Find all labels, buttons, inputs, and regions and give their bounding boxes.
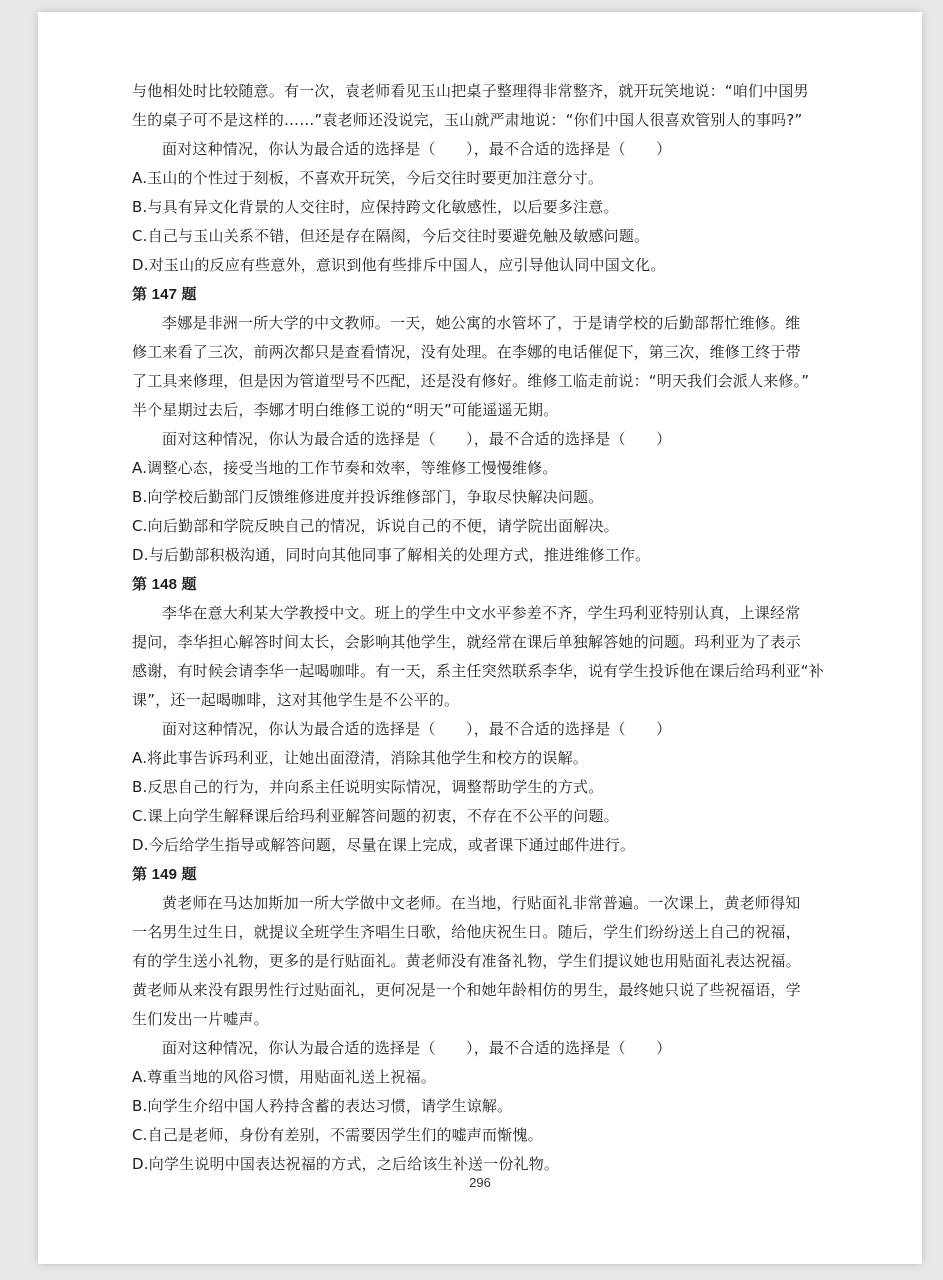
question-paragraph-line: 黄老师从来没有跟男性行过贴面礼，更何况是一个和她年龄相仿的男生，最终她只说了些祝福语，学: [132, 981, 801, 999]
question-prompt: 面对这种情况，你认为最合适的选择是（ ），最不合适的选择是（ ）: [162, 140, 672, 158]
question-paragraph-line: 有的学生送小礼物，更多的是行贴面礼。黄老师没有准备礼物，学生们提议她也用贴面礼表达祝福。: [132, 952, 801, 970]
option-d: D.向学生说明中国表达祝福的方式，之后给该生补送一份礼物。: [132, 1155, 560, 1173]
question-prompt: 面对这种情况，你认为最合适的选择是（ ），最不合适的选择是（ ）: [162, 1039, 672, 1057]
question-paragraph-line: 课”，还一起喝咖啡，这对其他学生是不公平的。: [132, 691, 460, 709]
option-c: C.自己与玉山关系不错，但还是存在隔阂，今后交往时要避免触及敏感问题。: [132, 227, 650, 245]
intro-line: 生的桌子可不是这样的……”袁老师还没说完，玉山就严肃地说：“你们中国人很喜欢管别人的事吗?”: [132, 111, 803, 129]
question-paragraph-line: 一名男生过生日，就提议全班学生齐唱生日歌，给他庆祝生日。随后，学生们纷纷送上自己的祝福，: [132, 923, 801, 941]
question-prompt: 面对这种情况，你认为最合适的选择是（ ），最不合适的选择是（ ）: [162, 720, 672, 738]
question-prompt: 面对这种情况，你认为最合适的选择是（ ），最不合适的选择是（ ）: [162, 430, 672, 448]
option-a: A.玉山的个性过于刻板，不喜欢开玩笑，今后交往时要更加注意分寸。: [132, 169, 604, 187]
option-a: A.调整心态，接受当地的工作节奏和效率，等维修工慢慢维修。: [132, 459, 558, 477]
question-paragraph-line: 修工来看了三次，前两次都只是查看情况，没有处理。在李娜的电话催促下，第三次，维修工终于带: [132, 343, 801, 361]
question-paragraph-line: 生们发出一片嘘声。: [132, 1010, 269, 1028]
option-b: B.向学校后勤部门反馈维修进度并投诉维修部门，争取尽快解决问题。: [132, 488, 604, 506]
question-paragraph-line: 李华在意大利某大学教授中文。班上的学生中文水平参差不齐，学生玛利亚特别认真，上课经常: [162, 604, 801, 622]
page-content: [132, 77, 844, 1179]
question-heading: 第 148 题: [132, 576, 197, 593]
option-d: D.对玉山的反应有些意外，意识到他有些排斥中国人，应引导他认同中国文化。: [132, 256, 666, 274]
option-c: C.自己是老师，身份有差别，不需要因学生们的嘘声而惭愧。: [132, 1126, 543, 1144]
question-paragraph-line: 感谢，有时候会请李华一起喝咖啡。有一天，系主任突然联系李华，说有学生投诉他在课后给玛利亚“补: [132, 662, 824, 680]
page-number: 296: [469, 1175, 491, 1190]
option-d: D.与后勤部积极沟通，同时向其他同事了解相关的处理方式，推进维修工作。: [132, 546, 651, 564]
option-a: A.尊重当地的风俗习惯，用贴面礼送上祝福。: [132, 1068, 436, 1086]
question-paragraph-line: 半个星期过去后，李娜才明白维修工说的“明天”可能遥遥无期。: [132, 401, 559, 419]
option-c: C.向后勤部和学院反映自己的情况，诉说自己的不便，请学院出面解决。: [132, 517, 619, 535]
option-b: B.与具有异文化背景的人交往时，应保持跨文化敏感性，以后要多注意。: [132, 198, 619, 216]
question-paragraph-line: 提问，李华担心解答时间太长，会影响其他学生，就经常在课后单独解答她的问题。玛利亚为了表示: [132, 633, 801, 651]
document-page: [38, 12, 922, 1264]
question-heading: 第 147 题: [132, 286, 197, 303]
question-paragraph-line: 黄老师在马达加斯加一所大学做中文老师。在当地，行贴面礼非常普遍。一次课上，黄老师得知: [162, 894, 801, 912]
question-paragraph-line: 了工具来修理，但是因为管道型号不匹配，还是没有修好。维修工临走前说：“明天我们会派人来修。”: [132, 372, 810, 390]
option-b: B.向学生介绍中国人矜持含蓄的表达习惯，请学生谅解。: [132, 1097, 513, 1115]
question-paragraph-line: 李娜是非洲一所大学的中文教师。一天，她公寓的水管坏了，于是请学校的后勤部帮忙维修。维: [162, 314, 801, 332]
option-d: D.今后给学生指导或解答问题，尽量在课上完成，或者课下通过邮件进行。: [132, 836, 636, 854]
option-b: B.反思自己的行为，并向系主任说明实际情况，调整帮助学生的方式。: [132, 778, 604, 796]
option-a: A.将此事告诉玛利亚，让她出面澄清，消除其他学生和校方的误解。: [132, 749, 588, 767]
intro-line: 与他相处时比较随意。有一次，袁老师看见玉山把桌子整理得非常整齐，就开玩笑地说：“咱们中国男: [132, 82, 809, 100]
option-c: C.课上向学生解释课后给玛利亚解答问题的初衷，不存在不公平的问题。: [132, 807, 619, 825]
question-heading: 第 149 题: [132, 866, 197, 883]
